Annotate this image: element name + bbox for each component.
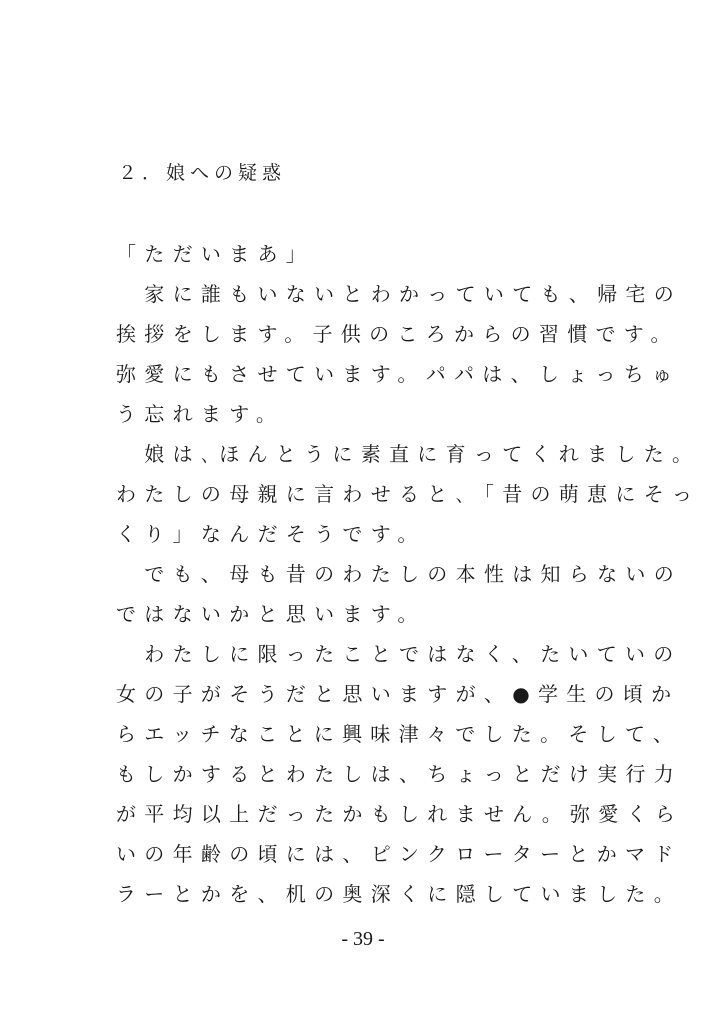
text-line: 挨拶をします。子供のころからの習慣です。: [116, 322, 679, 346]
text-line: う忘れます。: [116, 402, 285, 426]
text-line: ラーとかを、机の奥深くに隠していました。: [116, 882, 682, 906]
text-line: 弥愛にもさせています。パパは、しょっちゅ: [116, 362, 681, 386]
text-line: が平均以上だったかもしれません。弥愛くら: [116, 802, 684, 826]
text-line: もしかするとわたしは、ちょっとだけ実行力: [116, 762, 682, 786]
text-line: 「ただいまあ」: [116, 242, 315, 266]
text-line: らエッチなことに興味津々でした。そして、: [116, 722, 682, 746]
text-line: わたしの母親に言わせると､「昔の萌恵にそっ: [116, 482, 701, 506]
text-line: くり」なんだそうです。: [116, 522, 426, 546]
text-line: 娘は､ほんとうに素直に育ってくれました。: [116, 442, 701, 466]
text-line: ではないかと思います。: [116, 602, 426, 626]
text-line: いの年齢の頃には、ピンクローターとかマド: [116, 842, 682, 866]
text-line: 家に誰もいないとわかっていても、帰宅の: [116, 282, 682, 306]
chapter-title: ２．娘への疑惑: [118, 162, 287, 184]
text-line: でも、母も昔のわたしの本性は知らないの: [116, 562, 682, 586]
text-line: 女の子がそうだと思いますが、●学生の頃か: [116, 682, 680, 706]
page-number: - 39 -: [341, 928, 385, 950]
text-line: わたしに限ったことではなく、たいていの: [116, 642, 682, 666]
